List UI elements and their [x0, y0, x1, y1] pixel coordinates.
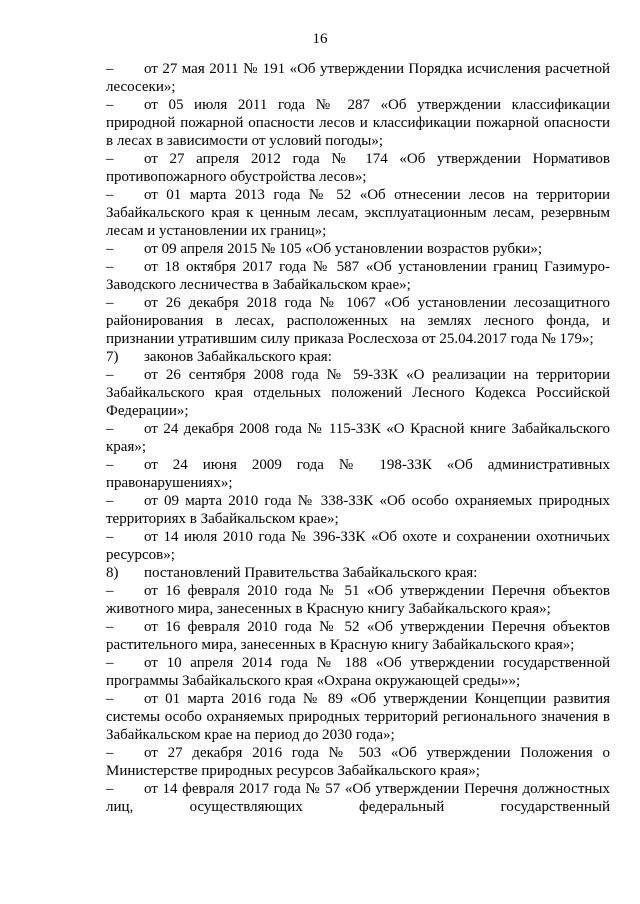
list-item: – от 26 сентября 2008 года № 59-ЗЗК «О реализации на территории Забайкальского края отдельных положений Лесного Кодекса Российской Федерации»;	[106, 366, 610, 420]
document-body	[106, 60, 610, 816]
list-item: – от 27 мая 2011 № 191 «Об утверждении Порядка исчисления расчетной лесосеки»;	[106, 60, 610, 96]
list-item: – от 24 декабря 2008 года № 115-ЗЗК «О Красной книге Забайкальского края»;	[106, 420, 610, 456]
list-item: – от 24 июня 2009 года № 198-ЗЗК «Об административных правонарушениях»;	[106, 456, 610, 492]
section-number: 7)	[106, 349, 119, 365]
list-item: – от 14 июля 2010 года № 396-ЗЗК «Об охоте и сохранении охотничьих ресурсов»;	[106, 528, 610, 564]
list-item: – от 16 февраля 2010 года № 51 «Об утверждении Перечня объектов животного мира, занесенных в Красную книгу Забайкальского края»;	[106, 582, 610, 618]
list-item: – от 01 марта 2016 года № 89 «Об утверждении Концепции развития системы особо охраняемых природных территорий регионального значения в Забайкальском крае на период до 2030 года»;	[106, 690, 610, 744]
numbered-section-heading	[106, 564, 610, 582]
list-item: – от 05 июля 2011 года № 287 «Об утверждении классификации природной пожарной опасности лесов и классификации пожарной опасности в лесах в зависимости от условий погоды»;	[106, 96, 610, 150]
list-item: – от 01 марта 2013 года № 52 «Об отнесении лесов на территории Забайкальского края к ценным лесам, эксплуатационным лесам, резервным лесам и установлении их границ»;	[106, 186, 610, 240]
list-item: – от 16 февраля 2010 года № 52 «Об утверждении Перечня объектов растительного мира, занесенных в Красную книгу Забайкальского края»;	[106, 618, 610, 654]
section-heading-text: законов Забайкальского края:	[144, 349, 332, 365]
list-item: – от 27 апреля 2012 года № 174 «Об утверждении Нормативов противопожарного обустройства лесов»;	[106, 150, 610, 186]
section-number: 8)	[106, 565, 119, 581]
list-item: – от 26 декабря 2018 года № 1067 «Об установлении лесозащитного районирования в лесах, расположенных на землях лесного фонда, и признании утратившим силу приказа Рослесхоза от 25.04.2017 года № 179»;	[106, 294, 610, 348]
list-item: – от 14 февраля 2017 года № 57 «Об утверждении Перечня должностных лиц, осуществляющих федеральный государственный	[106, 780, 610, 816]
list-item: – от 09 апреля 2015 № 105 «Об установлении возрастов рубки»;	[106, 240, 610, 258]
list-item: – от 10 апреля 2014 года № 188 «Об утверждении государственной программы Забайкальского края «Охрана окружающей среды»»;	[106, 654, 610, 690]
list-item: – от 27 декабря 2016 года № 503 «Об утверждении Положения о Министерстве природных ресурсов Забайкальского края»;	[106, 744, 610, 780]
page-number: 16	[312, 31, 328, 47]
numbered-section-heading	[106, 348, 610, 366]
section-heading-text: постановлений Правительства Забайкальского края:	[144, 565, 478, 581]
list-item: – от 18 октября 2017 года № 587 «Об установлении границ Газимуро-Заводского лесничества в Забайкальском крае»;	[106, 258, 610, 294]
list-item: – от 09 марта 2010 года № 338-ЗЗК «Об особо охраняемых природных территориях в Забайкальском крае»;	[106, 492, 610, 528]
